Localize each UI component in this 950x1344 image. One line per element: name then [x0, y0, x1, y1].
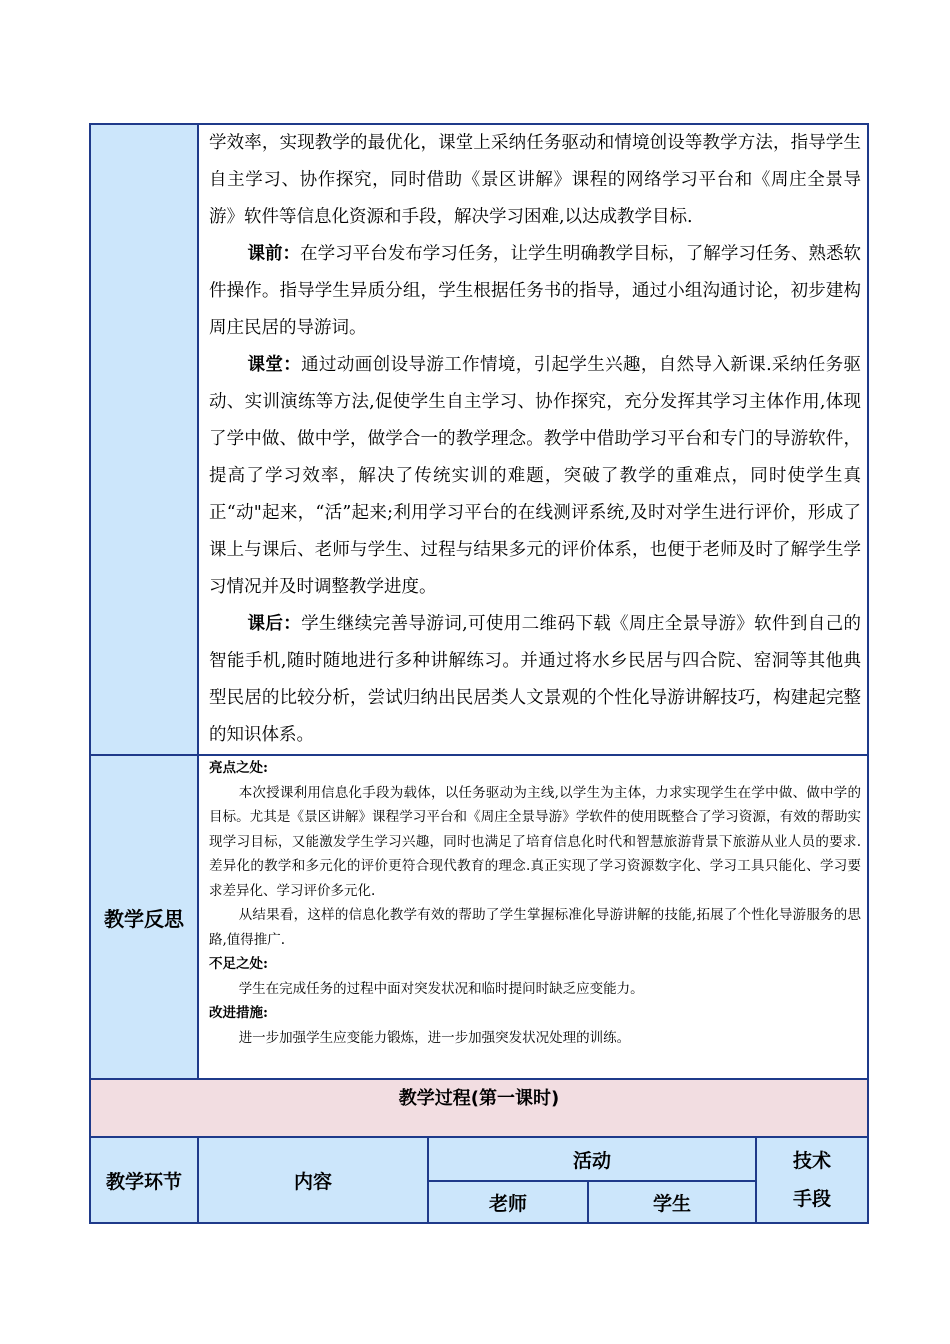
highlights-paragraph-2: 从结果看，这样的信息化教学有效的帮助了学生掌握标准化导游讲解的技能,拓展了个性化导游服务的思路,值得推广.	[209, 907, 862, 948]
before-class-label: 课前：	[247, 244, 301, 264]
header-tech-text: 技术手段	[793, 1150, 832, 1210]
shortcomings-title: 不足之处:	[209, 956, 268, 972]
process-header-row-1	[90, 1137, 868, 1181]
improvements-title: 改进措施:	[209, 1005, 268, 1021]
in-class-label: 课堂：	[247, 355, 302, 375]
improvements-text: 进一步加强学生应变能力锻炼，进一步加强突发状况处理的训练。	[238, 1029, 631, 1046]
before-class-text: 在学习平台发布学习任务，让学生明确教学目标，了解学习任务、熟悉软件操作。指导学生异质分组，学生根据任务书的指导，通过小组沟通讨论，初步建构周庄民居的导游词。	[209, 244, 862, 338]
teaching-strategy-row	[90, 124, 868, 755]
process-title-row	[90, 1079, 868, 1137]
strategy-label-cell	[90, 124, 198, 755]
reflection-label: 教学反思	[90, 755, 198, 1079]
reflection-row	[90, 755, 868, 1079]
strategy-intro-paragraph: 学效率，实现教学的最优化，课堂上采纳任务驱动和情境创设等教学方法，指导学生自主学习、协作探究，同时借助《景区讲解》课程的网络学习平台和《周庄全景导游》软件等信息化资源和手段，解决学习困难,以达成教学目标.	[209, 133, 862, 227]
highlights-title: 亮点之处:	[209, 760, 268, 776]
header-tech	[756, 1137, 868, 1223]
header-student: 学生	[588, 1181, 756, 1223]
in-class-paragraph	[209, 347, 861, 606]
header-stage: 教学环节	[90, 1137, 198, 1223]
header-teacher: 老师	[428, 1181, 588, 1223]
lesson-plan-table	[89, 123, 869, 1224]
before-class-paragraph	[209, 236, 861, 347]
header-content: 内容	[198, 1137, 428, 1223]
process-title: 教学过程(第一课时)	[90, 1079, 868, 1137]
strategy-content-cell	[198, 124, 868, 755]
highlights-paragraph-1: 本次授课利用信息化手段为载体，以任务驱动为主线,以学生为主体，力求实现学生在学中做、做中学的目标。尤其是《景区讲解》课程学习平台和《周庄全景导游》学软件的使用既整合了学习资源，有效的帮助实现学习目标，又能激发学生学习兴趣，同时也满足了培育信息化时代和智慧旅游背景下旅游从业人员的要求.差异化的教学和多元化的评价更符合现代教育的理念.真正实现了学习资源数字化、学习工具只能化、学习要求差异化、学习评价多元化.	[209, 784, 862, 899]
header-activity: 活动	[428, 1137, 756, 1181]
after-class-text: 学生继续完善导游词,可使用二维码下载《周庄全景导游》软件到自己的智能手机,随时随地进行多种讲解练习。并通过将水乡民居与四合院、窑洞等其他典型民居的比较分析，尝试归纳出民居类人文景观的个性化导游讲解技巧，构建起完整的知识体系。	[209, 614, 862, 745]
shortcomings-text: 学生在完成任务的过程中面对突发状况和临时提问时缺乏应变能力。	[238, 980, 644, 997]
after-class-paragraph	[209, 606, 861, 754]
in-class-text: 通过动画创设导游工作情境，引起学生兴趣，自然导入新课.采纳任务驱动、实训演练等方法,促使学生自主学习、协作探究，充分发挥其学习主体作用,体现了学中做、做中学，做学合一的教学理念。教学中借助学习平台和专门的导游软件，提高了学习效率，解决了传统实训的难题，突破了教学的重难点，同时使学生真正“动"起来，“活”起来;利用学习平台的在线测评系统,及时对学生进行评价，形成了课上与课后、老师与学生、过程与结果多元的评价体系，也便于老师及时了解学生学习情况并及时调整教学进度。	[209, 355, 862, 597]
reflection-content-cell	[198, 755, 868, 1079]
after-class-label: 课后：	[247, 614, 302, 634]
